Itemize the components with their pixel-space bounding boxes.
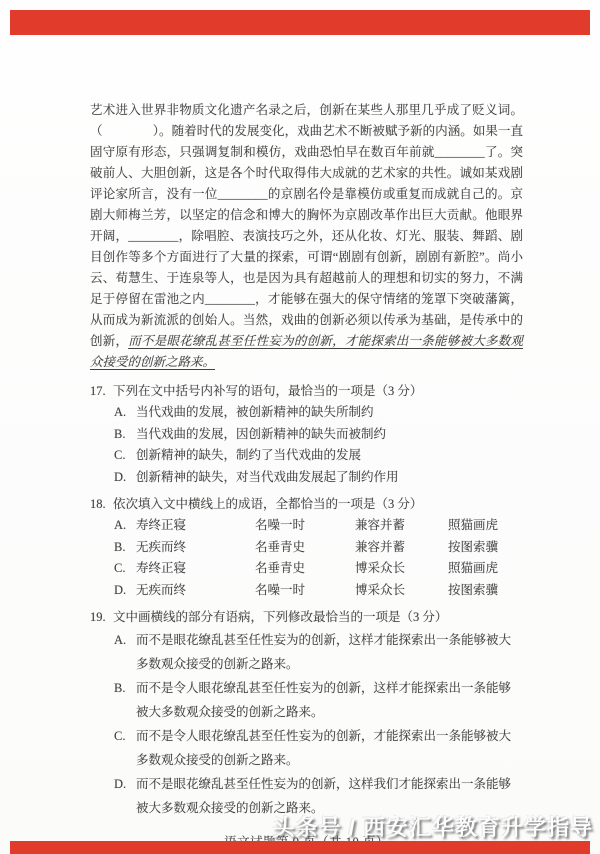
option-label: D. <box>114 469 127 484</box>
option-text: 而不是眼花缭乱甚至任性妄为的创新，这样我们才能探索出一条能够被大多数观众接受的创新之路来。 <box>136 777 512 815</box>
option-label: D. <box>114 582 127 597</box>
option-text: 创新精神的缺失，对当代戏曲发展起了制约作用 <box>136 469 399 484</box>
option-text: 当代戏曲的发展，因创新精神的缺失而被制约 <box>136 426 387 441</box>
question-19 <box>90 606 523 820</box>
idiom-cell: 兼容并蓄 <box>355 518 406 532</box>
question-17-option-c <box>90 445 523 467</box>
question-18-option-d <box>90 580 523 602</box>
option-label: B. <box>114 681 126 695</box>
question-18-stem <box>90 493 523 515</box>
option-label: C. <box>114 561 126 575</box>
idiom-cell: 博采众长 <box>355 582 406 597</box>
option-text: 而不是令人眼花缭乱甚至任性妄为的创新，才能探索出一条能够被大多数观众接受的创新之路来。 <box>136 729 512 767</box>
question-17-number: 17. <box>90 384 106 398</box>
question-19-option-b <box>90 676 523 724</box>
question-19-stem <box>90 606 523 628</box>
option-text: 而不是令人眼花缭乱甚至任性妄为的创新，这样才能探索出一条能够被大多数观众接受的创新之路来。 <box>136 681 512 719</box>
option-label: A. <box>114 405 127 419</box>
option-label: D. <box>114 777 127 791</box>
option-label: C. <box>114 448 126 462</box>
idiom-cell: 名噪一时 <box>255 518 306 532</box>
question-18 <box>90 493 523 601</box>
top-red-banner <box>10 10 590 35</box>
question-18-option-a <box>90 515 523 537</box>
exam-content <box>90 100 523 853</box>
option-text: 创新精神的缺失，制约了当代戏曲的发展 <box>136 448 362 462</box>
question-17 <box>90 380 523 488</box>
passage-text: 艺术进入世界非物质文化遗产名录之后，创新在某些人那里几乎成了贬义词。（ ）。随着时代的发展变化，戏曲艺术不断被赋予新的内涵。如果一直固守原有形态，只强调复制和模仿，戏曲恐怕早在数百年前就________了。突破前人、大胆创新，这是各个时代取得伟大成就的艺术家的共性。诚如某戏剧评论家所言，没有一位________的京剧名伶是靠模仿或重复而成就自己的。京剧大师梅兰芳，以坚定的信念和博大的胸怀为京剧改革作出巨大贡献。他眼界开阔，________，除唱腔、表演技巧之外，还从化妆、灯光、服装、舞蹈、剧目创作等多个方面进行了大量的探索，可谓“剧剧有创新，剧剧有新腔”。尚小云、荀慧生、于连泉等人，也是因为具有超越前人的理想和切实的努力，不满足于停留在雷池之内________，才能够在强大的保守情绪的笼罩下突破藩篱，从而成为新流派的创始人。当然，戏曲的创新必须以传承为基础，是传承中的创新， <box>90 103 523 348</box>
idiom-cell: 名垂青史 <box>255 539 306 554</box>
passage-underlined-clause: 而不是眼花缭乱甚至任性妄为的创新，才能探索出一条能够被大多数观众接受的创新之路来。 <box>90 334 523 369</box>
question-17-stem-text: 下列在文中括号内补写的语句，最恰当的一项是（3 分） <box>113 384 423 398</box>
question-19-stem-text: 文中画横线的部分有语病，下列修改最恰当的一项是（3 分） <box>113 610 448 624</box>
idiom-cell: 按图索骥 <box>448 582 499 597</box>
idiom-cell: 寿终正寝 <box>136 561 187 575</box>
question-18-stem-text: 依次填入文中横线上的成语，全都恰当的一项是（3 分） <box>113 497 423 511</box>
idiom-cell: 无疾而终 <box>136 582 187 597</box>
option-label: A. <box>114 633 127 647</box>
bottom-red-banner <box>10 841 590 854</box>
question-19-option-a <box>90 628 523 676</box>
question-17-stem <box>90 380 523 402</box>
option-label: C. <box>114 729 126 743</box>
idiom-cell: 按图索骥 <box>448 539 499 554</box>
option-label: B. <box>114 426 126 441</box>
option-label: B. <box>114 539 126 554</box>
option-text: 当代戏曲的发展，被创新精神的缺失所制约 <box>136 405 374 419</box>
question-18-option-b <box>90 537 523 559</box>
idiom-cell: 博采众长 <box>355 561 406 575</box>
question-17-option-b <box>90 424 523 446</box>
idiom-cell: 兼容并蓄 <box>355 539 406 554</box>
idiom-cell: 名噪一时 <box>255 582 306 597</box>
idiom-cell: 无疾而终 <box>136 539 187 554</box>
idiom-cell: 寿终正寝 <box>136 518 187 532</box>
idiom-cell: 照猫画虎 <box>448 518 499 532</box>
idiom-cell: 名垂青史 <box>255 561 306 575</box>
option-label: A. <box>114 518 127 532</box>
idiom-cell: 照猫画虎 <box>448 561 499 575</box>
reading-passage <box>90 100 523 373</box>
question-18-number: 18. <box>90 497 106 511</box>
question-19-number: 19. <box>90 610 106 624</box>
option-text: 而不是眼花缭乱甚至任性妄为的创新，这样才能探索出一条能够被大多数观众接受的创新之路来。 <box>136 633 512 671</box>
question-18-option-c <box>90 558 523 580</box>
question-17-option-d <box>90 467 523 489</box>
watermark: 头条号 / 西安汇华教育升学指导 <box>272 815 593 840</box>
question-19-option-c <box>90 724 523 772</box>
question-17-option-a <box>90 402 523 424</box>
